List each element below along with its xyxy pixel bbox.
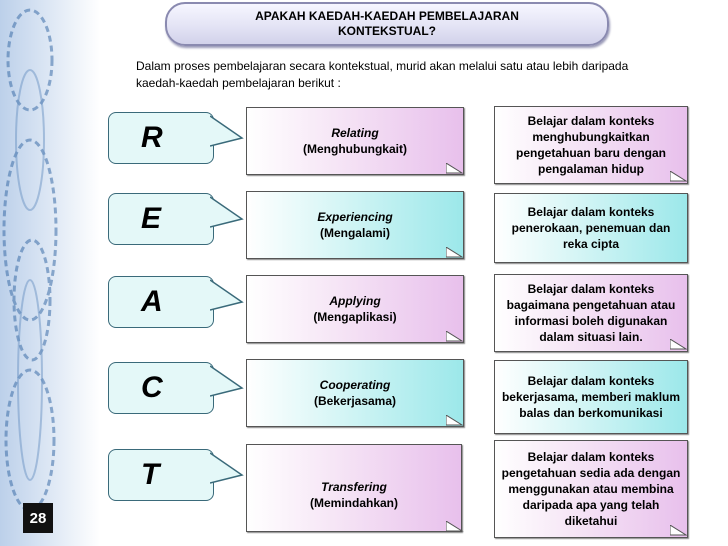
callout-pointer-icon [210, 364, 244, 400]
page-number: 28 [23, 503, 53, 533]
folded-corner-icon [670, 339, 688, 351]
method-english: Transfering [321, 480, 387, 494]
folded-corner-icon [446, 331, 464, 343]
folded-corner-icon [446, 163, 464, 175]
method-box-cooperating [246, 359, 464, 427]
letter-e: E [141, 202, 162, 235]
letter-box-t [108, 449, 214, 501]
method-malay: (Mengalami) [319, 226, 390, 240]
description-text: Belajar dalam konteks menghubungkaitkan pengetahuan baru dengan pengalaman hidup [515, 114, 666, 176]
letter-r: R [141, 121, 163, 154]
method-malay: (Memindahkan) [309, 496, 398, 510]
callout-pointer-icon [210, 114, 244, 150]
method-malay: (Bekerjasama) [313, 394, 397, 408]
decorative-background [0, 0, 100, 546]
description-text: Belajar dalam konteks bagaimana pengetahuan atau informasi boleh digunakan dalam situasi lain. [506, 282, 676, 344]
callout-pointer-icon [210, 451, 244, 487]
description-text: Belajar dalam konteks pengetahuan sedia ada dengan menggunakan atau membina daripada apa yang telah diketahui [501, 450, 681, 528]
description-box-cooperating [494, 360, 688, 434]
title-banner [165, 2, 609, 46]
method-box-relating [246, 107, 464, 175]
callout-pointer-icon [210, 278, 244, 314]
method-english: Cooperating [319, 378, 391, 392]
method-box-applying [246, 275, 464, 343]
folded-corner-icon [670, 525, 688, 537]
letter-box-c [108, 362, 214, 414]
description-box-experiencing [494, 193, 688, 263]
title-line-1: APAKAH KAEDAH-KAEDAH PEMBELAJARAN [255, 9, 519, 23]
method-english: Relating [331, 126, 379, 140]
folded-corner-icon [446, 521, 464, 533]
description-box-applying [494, 274, 688, 352]
title-line-2: KONTEKSTUAL? [338, 24, 436, 38]
method-english: Applying [329, 294, 381, 308]
folded-corner-icon [670, 171, 688, 183]
method-box-experiencing [246, 191, 464, 259]
description-box-relating [494, 106, 688, 184]
folded-corner-icon [446, 247, 464, 259]
letter-t: T [141, 458, 160, 491]
letter-box-e [108, 193, 214, 245]
description-text: Belajar dalam konteks penerokaan, penemuan dan reka cipta [511, 205, 671, 251]
letter-box-r [108, 112, 214, 164]
folded-corner-icon [446, 415, 464, 427]
letter-c: C [141, 371, 163, 404]
intro-text: Dalam proses pembelajaran secara kontekstual, murid akan melalui satu atau lebih daripada kaedah-kaedah pembelajaran berikut : [136, 59, 629, 90]
method-english: Experiencing [317, 210, 393, 224]
callout-pointer-icon [210, 195, 244, 231]
method-malay: (Mengaplikasi) [313, 310, 397, 324]
description-text: Belajar dalam konteks bekerjasama, memberi maklum balas dan berkomunikasi [501, 374, 681, 420]
letter-a: A [141, 285, 163, 318]
method-malay: (Menghubungkait) [303, 142, 407, 156]
description-box-transfering [494, 440, 688, 538]
method-box-transfering [246, 444, 462, 532]
letter-box-a [108, 276, 214, 328]
